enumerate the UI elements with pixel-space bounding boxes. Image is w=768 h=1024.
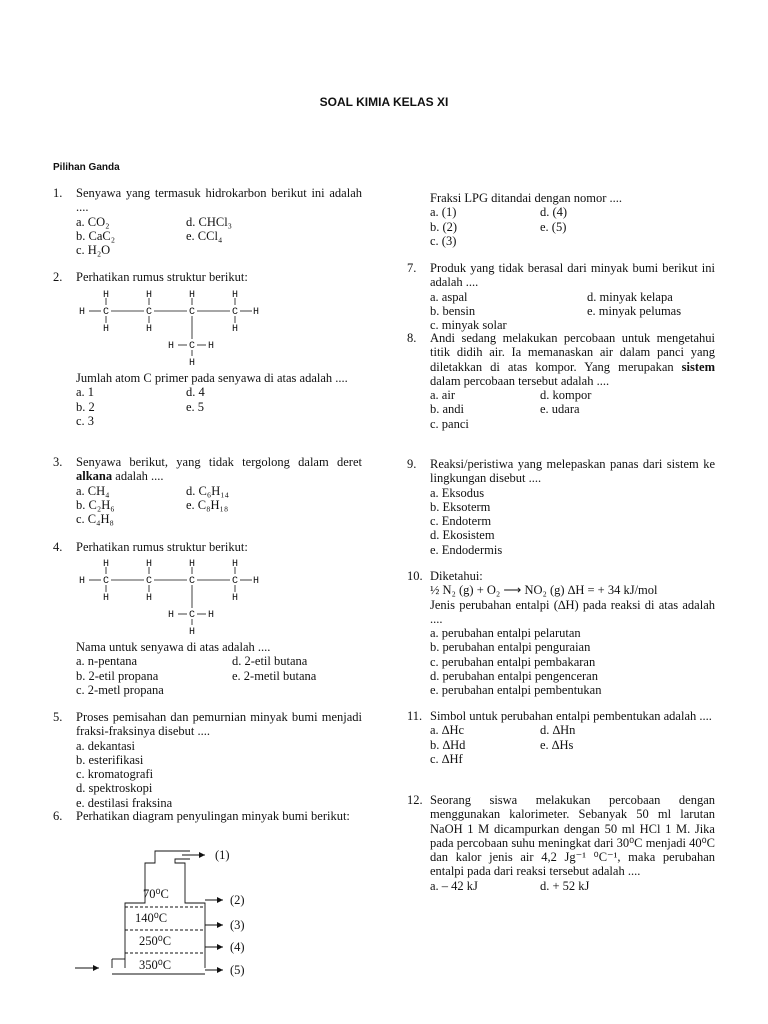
option-a[interactable]: a. air — [430, 388, 455, 403]
option-d[interactable]: d. ∆Hn — [540, 723, 576, 738]
option-e[interactable]: e. minyak pelumas — [587, 303, 682, 318]
option-d[interactable]: d. CHCl₃ — [186, 214, 233, 229]
option-b[interactable]: b. (2) — [430, 219, 458, 234]
page-title: SOAL KIMIA KELAS XI — [319, 95, 449, 109]
option-a[interactable]: a. n-pentana — [76, 654, 138, 669]
question-text: Perhatikan diagram penyulingan minyak bumi berikut: — [76, 809, 350, 823]
question-text: Diketahui: — [430, 569, 483, 583]
question-text: Perhatikan rumus struktur berikut: — [76, 270, 248, 284]
atom-h: H — [208, 341, 215, 352]
option-c[interactable]: c. ∆Hf — [430, 751, 463, 766]
option-c[interactable]: c. kromatografi — [76, 767, 154, 782]
question-11 — [407, 709, 715, 766]
option-e[interactable]: e. CCl₄ — [186, 228, 223, 243]
option-e[interactable]: e. 2-metil butana — [232, 668, 317, 683]
question-text: Nama untuk senyawa di atas adalah .... — [76, 640, 271, 654]
distillation-diagram — [75, 843, 275, 983]
option-b[interactable]: b. esterifikasi — [76, 752, 144, 767]
section-heading: Pilihan Ganda — [53, 162, 120, 173]
atom-h: H — [253, 576, 260, 587]
option-d[interactable]: d. minyak kelapa — [587, 289, 673, 304]
option-c[interactable]: c. panci — [430, 416, 469, 431]
option-d[interactable]: d. kompor — [540, 388, 592, 403]
option-d[interactable]: d. spektroskopi — [76, 781, 153, 796]
question-text: Senyawa yang termasuk hidrokarbon berikut ini adalah .... — [76, 186, 362, 215]
question-number: 10. — [407, 569, 423, 583]
option-a[interactable]: a. dekantasi — [76, 738, 136, 753]
question-text: Andi sedang melakukan percobaan untuk mengetahui titik didih air. Ia memanaskan air dalam panci yang diletakkan di atas kompor. Yang merupakan sistem dalam percobaan tersebut adalah .... — [430, 331, 715, 388]
bold-term: alkana — [76, 469, 113, 484]
option-d[interactable]: d. C₆H₁₄ — [186, 483, 229, 498]
temp-label: 250⁰C — [139, 934, 172, 948]
option-a[interactable]: a. Eksodus — [430, 485, 485, 500]
question-text: Jenis perubahan entalpi (∆H) pada reaksi di atas adalah .... — [430, 597, 715, 626]
atom-c: C — [103, 576, 110, 587]
bold-term: sistem — [681, 359, 715, 374]
option-a[interactable]: a. 1 — [76, 385, 95, 400]
option-c[interactable]: c. minyak solar — [430, 318, 507, 333]
question-number: 5. — [53, 710, 63, 724]
atom-c: C — [146, 307, 153, 318]
question-text: Senyawa berikut, yang tidak tergolong dalam deret alkana adalah .... — [76, 455, 362, 484]
outlet-label: (3) — [230, 918, 245, 932]
question-text: Seorang siswa melakukan percobaan dengan menggunakan kalorimeter. Sebanyak 50 ml larutan NaOH 1 M dicampurkan dengan 50 ml HCl 1 M. Jika pada percobaan suhu meningkat dari 30⁰C menjadi 40⁰C dan kalor jenis air 4,2 Jg⁻¹ ⁰C⁻¹, maka perubahan entalpi pada dari reaksi tersebut adalah .... — [430, 793, 715, 879]
question-10 — [407, 569, 715, 698]
atom-h: H — [146, 593, 153, 604]
option-c[interactable]: c. C₄H₈ — [76, 512, 114, 527]
question-text: Simbol untuk perubahan entalpi pembentukan adalah .... — [430, 709, 712, 723]
question-number: 8. — [407, 331, 417, 345]
question-text: Perhatikan rumus struktur berikut: — [76, 540, 248, 554]
question-number: 1. — [53, 186, 63, 200]
option-a[interactable]: a. ∆Hc — [430, 723, 465, 738]
atom-c: C — [189, 341, 196, 352]
question-number: 3. — [53, 455, 63, 469]
option-a[interactable]: a. aspal — [430, 289, 468, 304]
atom-h: H — [208, 610, 215, 621]
option-e[interactable]: e. udara — [540, 402, 580, 417]
question-text: Reaksi/peristiwa yang melepaskan panas dari sistem ke lingkungan disebut .... — [430, 457, 715, 486]
option-c[interactable]: c. Endoterm — [430, 514, 492, 529]
atom-h: H — [103, 324, 110, 335]
question-number: 6. — [53, 809, 63, 823]
outlet-label: (1) — [215, 848, 230, 862]
atom-c: C — [232, 576, 239, 587]
temp-label: 140⁰C — [135, 911, 168, 925]
atom-c: C — [189, 610, 196, 621]
atom-h: H — [103, 593, 110, 604]
question-6-continued — [430, 191, 715, 248]
atom-h: H — [168, 610, 175, 621]
option-e[interactable]: e. perubahan entalpi pembentukan — [430, 683, 602, 698]
question-4-continued — [76, 640, 362, 697]
option-e[interactable]: e. C₈H₁₈ — [186, 497, 229, 512]
option-d[interactable]: d. 4 — [186, 385, 205, 400]
temp-label: 70⁰C — [143, 887, 169, 901]
option-b[interactable]: b. andi — [430, 402, 465, 417]
option-c[interactable]: c. (3) — [430, 233, 457, 248]
atom-h: H — [168, 341, 175, 352]
outlet-label: (5) — [230, 963, 245, 977]
question-number: 9. — [407, 457, 417, 471]
option-c[interactable]: c. perubahan entalpi pembakaran — [430, 654, 596, 669]
atom-c: C — [146, 576, 153, 587]
question-text: Jumlah atom C primer pada senyawa di atas adalah .... — [76, 371, 348, 385]
question-3 — [53, 455, 362, 526]
temp-label: 350⁰C — [139, 958, 172, 972]
atom-h: H — [189, 358, 196, 369]
atom-c: C — [189, 576, 196, 587]
reaction-equation: ½ N₂ (g) + O₂ ⟶ NO₂ (g) ∆H = + 34 kJ/mol — [430, 583, 658, 598]
option-c[interactable]: c. 3 — [76, 413, 95, 428]
structural-formula-1 — [76, 287, 276, 369]
option-d[interactable]: d. perubahan entalpi pengenceran — [430, 669, 598, 684]
question-number: 11. — [407, 709, 423, 723]
question-number: 2. — [53, 270, 63, 284]
question-number: 12. — [407, 793, 423, 807]
option-b[interactable]: b. Eksoterm — [430, 499, 491, 514]
atom-h: H — [189, 627, 196, 638]
atom-h: H — [232, 324, 239, 335]
atom-h: H — [232, 290, 239, 301]
question-text: Proses pemisahan dan pemurnian minyak bumi menjadi fraksi-fraksinya disebut .... — [76, 710, 362, 739]
option-b[interactable]: b. 2 — [76, 399, 95, 414]
question-1 — [53, 186, 362, 257]
atom-h: H — [103, 559, 110, 570]
atom-c: C — [189, 307, 196, 318]
option-a[interactable]: a. – 42 kJ — [430, 878, 478, 893]
atom-h: H — [146, 559, 153, 570]
option-a[interactable]: a. perubahan entalpi pelarutan — [430, 626, 581, 641]
option-a[interactable]: a. (1) — [430, 205, 457, 220]
question-text: Produk yang tidak berasal dari minyak bumi berikut ini adalah .... — [430, 261, 715, 290]
option-c[interactable]: c. 2-metl propana — [76, 682, 164, 697]
option-b[interactable]: b. ∆Hd — [430, 737, 466, 752]
atom-h: H — [146, 324, 153, 335]
question-2 — [53, 270, 362, 284]
structural-formula-2 — [76, 556, 276, 638]
option-c[interactable]: c. H₂O — [76, 243, 111, 258]
option-e[interactable]: e. (5) — [540, 219, 567, 234]
option-e[interactable]: e. destilasi fraksina — [76, 795, 173, 810]
question-text: Fraksi LPG ditandai dengan nomor .... — [430, 191, 622, 205]
outlet-label: (4) — [230, 940, 245, 954]
question-9 — [407, 457, 715, 557]
atom-h: H — [253, 307, 260, 318]
option-d[interactable]: d. + 52 kJ — [540, 878, 590, 893]
option-d[interactable]: d. Ekosistem — [430, 528, 495, 543]
option-b[interactable]: b. bensin — [430, 303, 476, 318]
question-6 — [53, 809, 362, 823]
atom-h: H — [79, 307, 86, 318]
option-d[interactable]: d. 2-etil butana — [232, 654, 308, 669]
atom-h: H — [189, 559, 196, 570]
atom-h: H — [189, 290, 196, 301]
question-5 — [53, 710, 362, 810]
option-e[interactable]: e. ∆Hs — [540, 737, 574, 752]
option-d[interactable]: d. (4) — [540, 205, 568, 220]
atom-h: H — [79, 576, 86, 587]
option-a[interactable]: a. CH₄ — [76, 483, 110, 498]
atom-h: H — [232, 593, 239, 604]
question-4 — [53, 540, 362, 554]
atom-c: C — [232, 307, 239, 318]
option-b[interactable]: b. C₂H₆ — [76, 497, 115, 512]
atom-c: C — [103, 307, 110, 318]
outlet-label: (2) — [230, 893, 245, 907]
option-b[interactable]: b. perubahan entalpi penguraian — [430, 640, 591, 655]
option-b[interactable]: b. CaC₂ — [76, 228, 116, 243]
atom-h: H — [103, 290, 110, 301]
question-8 — [407, 331, 715, 431]
question-2-continued — [76, 371, 362, 428]
question-7 — [407, 261, 715, 332]
question-number: 4. — [53, 540, 63, 554]
option-e[interactable]: e. Endodermis — [430, 542, 503, 557]
option-b[interactable]: b. 2-etil propana — [76, 668, 159, 683]
question-number: 7. — [407, 261, 417, 275]
question-12 — [407, 793, 715, 893]
option-a[interactable]: a. CO₂ — [76, 214, 110, 229]
atom-h: H — [232, 559, 239, 570]
atom-h: H — [146, 290, 153, 301]
option-e[interactable]: e. 5 — [186, 399, 205, 414]
